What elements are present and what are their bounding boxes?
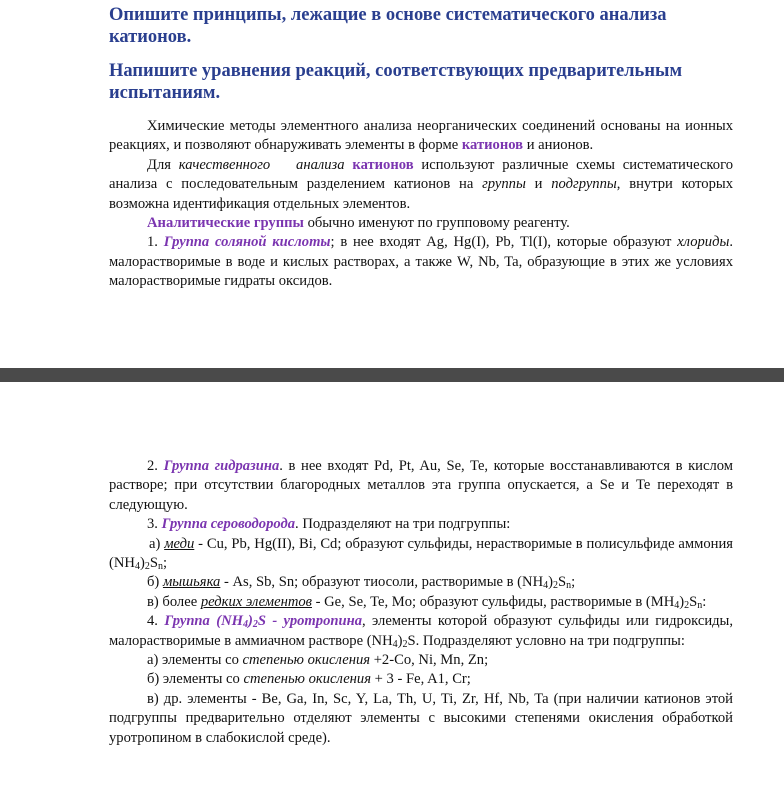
text-span: ): [397, 632, 403, 649]
text-span: - Cu, Pb, Hg(II), Bi, Cd; образуют сульфиды, нерастворимые в полисульфиде аммония (NH: [109, 535, 733, 572]
keyword-cations: катионов: [352, 156, 414, 173]
keyword-groups: группы: [482, 176, 526, 193]
text-span: используют различные схемы систематического анализа с последовательным разделением катионов на: [109, 156, 733, 193]
group-title-hydrazine: Группа гидразина: [163, 458, 280, 474]
paragraph-analytical-groups: [109, 214, 733, 233]
group-number: 3.: [147, 516, 162, 533]
text-span: S: [149, 555, 158, 572]
paragraph-methods: [109, 156, 733, 214]
keyword-arsenic: мышьяка: [162, 574, 221, 591]
text-span: и: [525, 176, 552, 193]
subscript: 4: [134, 561, 140, 573]
subscript: 4: [674, 599, 680, 611]
question-heading-2: Напишите уравнения реакций, соответствующих предварительным испытаниям.: [109, 61, 683, 103]
subscript: 2: [684, 599, 690, 611]
keyword-oxidation-state: степенью окисления: [243, 671, 371, 688]
group-number: 2.: [147, 458, 164, 474]
subscript: n: [157, 561, 163, 573]
subscript: n: [566, 580, 572, 592]
subgroup-oxidation-3: [109, 670, 733, 689]
body-text-1: [109, 117, 733, 292]
text-span: ): [548, 574, 553, 591]
keyword-analytical-groups: Аналитические группы: [147, 215, 304, 232]
text-span: Химические методы элементного анализа неорганических соединений основаны на ионных реакциях, и позволяют обнаруживать элементы в форме: [109, 118, 733, 154]
group-number: 4.: [147, 613, 165, 630]
keyword-oxidation-state: степенью окисления: [242, 652, 371, 669]
keyword-copper: меди: [164, 535, 195, 552]
paragraph-group-4: [109, 612, 733, 651]
text-span: - Ge, Se, Te, Mo; образуют сульфиды, растворимые в (MH: [311, 593, 675, 610]
keyword-cations: катионов: [461, 137, 524, 154]
text-span: ;: [571, 574, 576, 591]
text-span: - As, Sb, Sn; образуют тиосоли, растворимые в (NH: [220, 574, 544, 591]
text-span: ): [247, 613, 253, 630]
document-page-2: [0, 382, 784, 795]
subscript: 2: [553, 580, 558, 592]
body-text-2: [109, 457, 733, 748]
subscript: n: [697, 599, 703, 611]
text-span: S: [689, 593, 698, 610]
subscript: 4: [543, 580, 549, 592]
paragraph-group-3: [109, 515, 733, 534]
text-span: обычно именуют по групповому реагенту.: [303, 215, 570, 232]
text-span: +2-Co, Ni, Mn, Zn;: [370, 652, 489, 669]
keyword-subgroups: подгруппы: [551, 176, 617, 193]
text-span: б): [147, 574, 163, 591]
question-heading-1: Опишите принципы, лежащие в основе систематического анализа катионов.: [109, 5, 667, 47]
text-span: а) элементы со: [147, 652, 243, 669]
paragraph-group-1: [109, 233, 733, 291]
subscript: 2: [144, 561, 150, 573]
text-span: , внутри которых возможна идентификация отдельных элементов.: [109, 176, 733, 212]
subgroup-oxidation-2: [109, 651, 733, 670]
group-title-urotropine: [164, 613, 362, 629]
text-span: ;: [162, 555, 168, 572]
text-span: а): [149, 535, 165, 552]
subscript: 4: [242, 619, 248, 631]
text-span: и анионов.: [523, 137, 594, 154]
text-span: S - уротропина: [257, 613, 363, 630]
subgroup-rare-elements: [109, 593, 733, 612]
text-span: S. Подразделяют условно на три подгруппы:: [407, 632, 685, 649]
text-span: , элементы которой образуют сульфиды или гидроксиды, малорастворимые в аммиачном растворе (NH: [109, 613, 734, 649]
group-title-hydrogen-sulfide: Группа сероводорода: [161, 516, 296, 533]
keyword-chlorides: хлориды: [677, 234, 730, 251]
text-span: . Подразделяют на три подгруппы:: [295, 516, 511, 533]
group-number: 1.: [147, 234, 164, 251]
text-span: ; в нее входят Ag, Hg(I), Pb, Tl(I), которые образуют: [330, 234, 678, 251]
paragraph-intro: [109, 117, 733, 156]
subscript: 2: [402, 638, 408, 650]
subgroup-other-elements: в) др. элементы - Be, Ga, In, Sc, Y, La, Th, U, Ti, Zr, Hf, Nb, Ta (при наличии катионов этой подгруппы предварительно отделяют элементы с высокими степенями окисления обработкой уротропином в слабокислой среде).: [109, 690, 733, 746]
text-span: ): [139, 555, 145, 572]
text-span: . в нее входят Pd, Pt, Au, Se, Te, которые восстанавливаются в кислом растворе; при отсутствии благородных металлов эта группа опускается, а Se и Te переходят в следующую.: [109, 458, 733, 513]
document-page-1: [0, 0, 784, 368]
text-span: Группа (NH: [164, 613, 243, 630]
keyword-qualitative-analysis: качественного анализа: [178, 156, 345, 173]
paragraph-group-2: [109, 457, 733, 515]
text-span: б) элементы со: [147, 671, 244, 688]
text-span: :: [702, 593, 707, 610]
subgroup-arsenic: [109, 573, 733, 592]
subscript: 4: [392, 638, 398, 650]
text-span: ): [679, 593, 685, 610]
text-span: + 3 - Fe, A1, Cr;: [371, 671, 471, 688]
group-title-hydrochloric-acid: Группа соляной кислоты: [163, 234, 331, 251]
text-span: . малорастворимые в воде и кислых растворах, а также W, Nb, Ta, образующие в этих же условиях малорастворимые гидраты оксидов.: [109, 234, 734, 290]
text-span: Для: [147, 156, 179, 173]
text-span: S: [558, 574, 567, 591]
page-separator: [0, 368, 784, 382]
subgroup-copper: [109, 535, 733, 574]
text-span: в) более: [147, 593, 201, 610]
keyword-rare-elements: редких элементов: [200, 593, 312, 610]
subscript: 2: [252, 619, 258, 631]
